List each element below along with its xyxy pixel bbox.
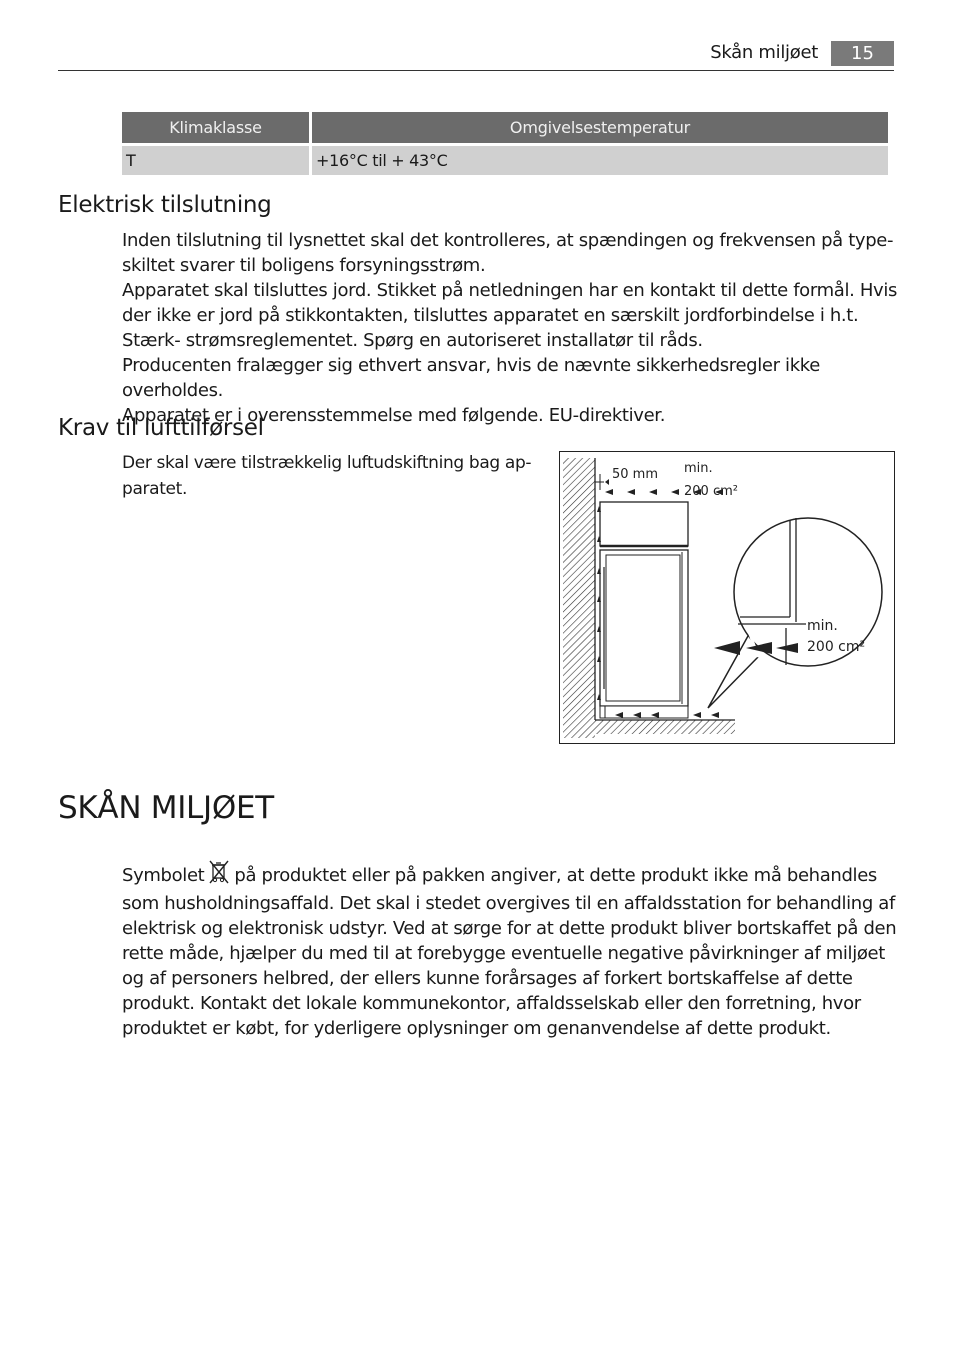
paragraph: Producenten fralægger sig ethvert ansvar, hvis de nævnte sikkerhedsregler ikke overholdes. [122, 355, 820, 401]
page-number: 15 [831, 41, 894, 66]
electrical-text [122, 228, 898, 428]
paragraph: Apparatet er i overensstemmelse med følgende. EU-direktiver. [122, 405, 666, 426]
bottom-vent-min-label: min. [807, 618, 838, 634]
floor [595, 720, 735, 734]
crossed-out-wheelie-bin-icon [208, 860, 230, 891]
paragraph: Inden tilslutning til lysnettet skal det kontrolleres, at spændingen og frekvensen på type- skiltet svarer til boligens forsyningsstrøm. [122, 230, 894, 276]
table-header-cell: Omgivelsestemperatur [312, 112, 888, 143]
wall [563, 458, 595, 738]
top-vent-min-label: min. [684, 461, 713, 476]
header-title: Skån miljøet [710, 42, 818, 63]
upper-cabinet [600, 502, 688, 546]
environment-text-end: på produktet eller på pakken angiver, at dette produkt ikke må behandles som husholdningsaffald. Det skal i stedet overgives til en affaldsstation for behandling af elektrisk og elektronisk udstyr. Ved at sørge for at dette produkt bliver bortskaffet på den rette måde, hjælper du med til at forebygge eventuelle negative påvirkninger af miljøet og af personers helbred, der ellers kunne forårsages af forkert bortskaffelse af dette produkt. Kontakt det lokale kommunekontor, affaldsselskab eller den forretning, hvor produktet er købt, for yderligere oplysninger om genanvendelse af dette produkt. [122, 865, 897, 1039]
table-header-cell: Klimaklasse [122, 112, 309, 143]
ventilation-diagram [559, 451, 895, 744]
bottom-vent-area-label: 200 cm² [807, 639, 866, 655]
environment-text-start: Symbolet [122, 865, 205, 886]
appliance [600, 550, 688, 706]
page-header [58, 40, 894, 71]
table-row [122, 146, 888, 175]
table-cell: +16°C til + 43°C [312, 146, 888, 175]
air-supply-heading: Krav til lufttilførsel [58, 415, 264, 441]
environment-heading: SKÅN MILJØET [58, 790, 274, 826]
gap-label: 50 mm [612, 467, 659, 482]
air-supply-text: Der skal være tilstrækkelig luftudskiftning bag ap- paratet. [122, 453, 532, 499]
table-header-row [122, 112, 888, 143]
table-cell: T [122, 146, 309, 175]
environment-text [122, 860, 900, 1041]
top-vent-area-label: 200 cm² [684, 484, 738, 499]
climate-table [119, 109, 891, 178]
electrical-heading: Elektrisk tilslutning [58, 192, 272, 218]
paragraph: Apparatet skal tilsluttes jord. Stikket på netledningen har en kontakt til dette formål. Hvis der ikke er jord på stikkontakten, tilsluttes apparatet en særskilt jordforbindelse i h.t. Stærk- strømsreglementet. Spørg en autoriseret installatør til råds. [122, 280, 897, 351]
